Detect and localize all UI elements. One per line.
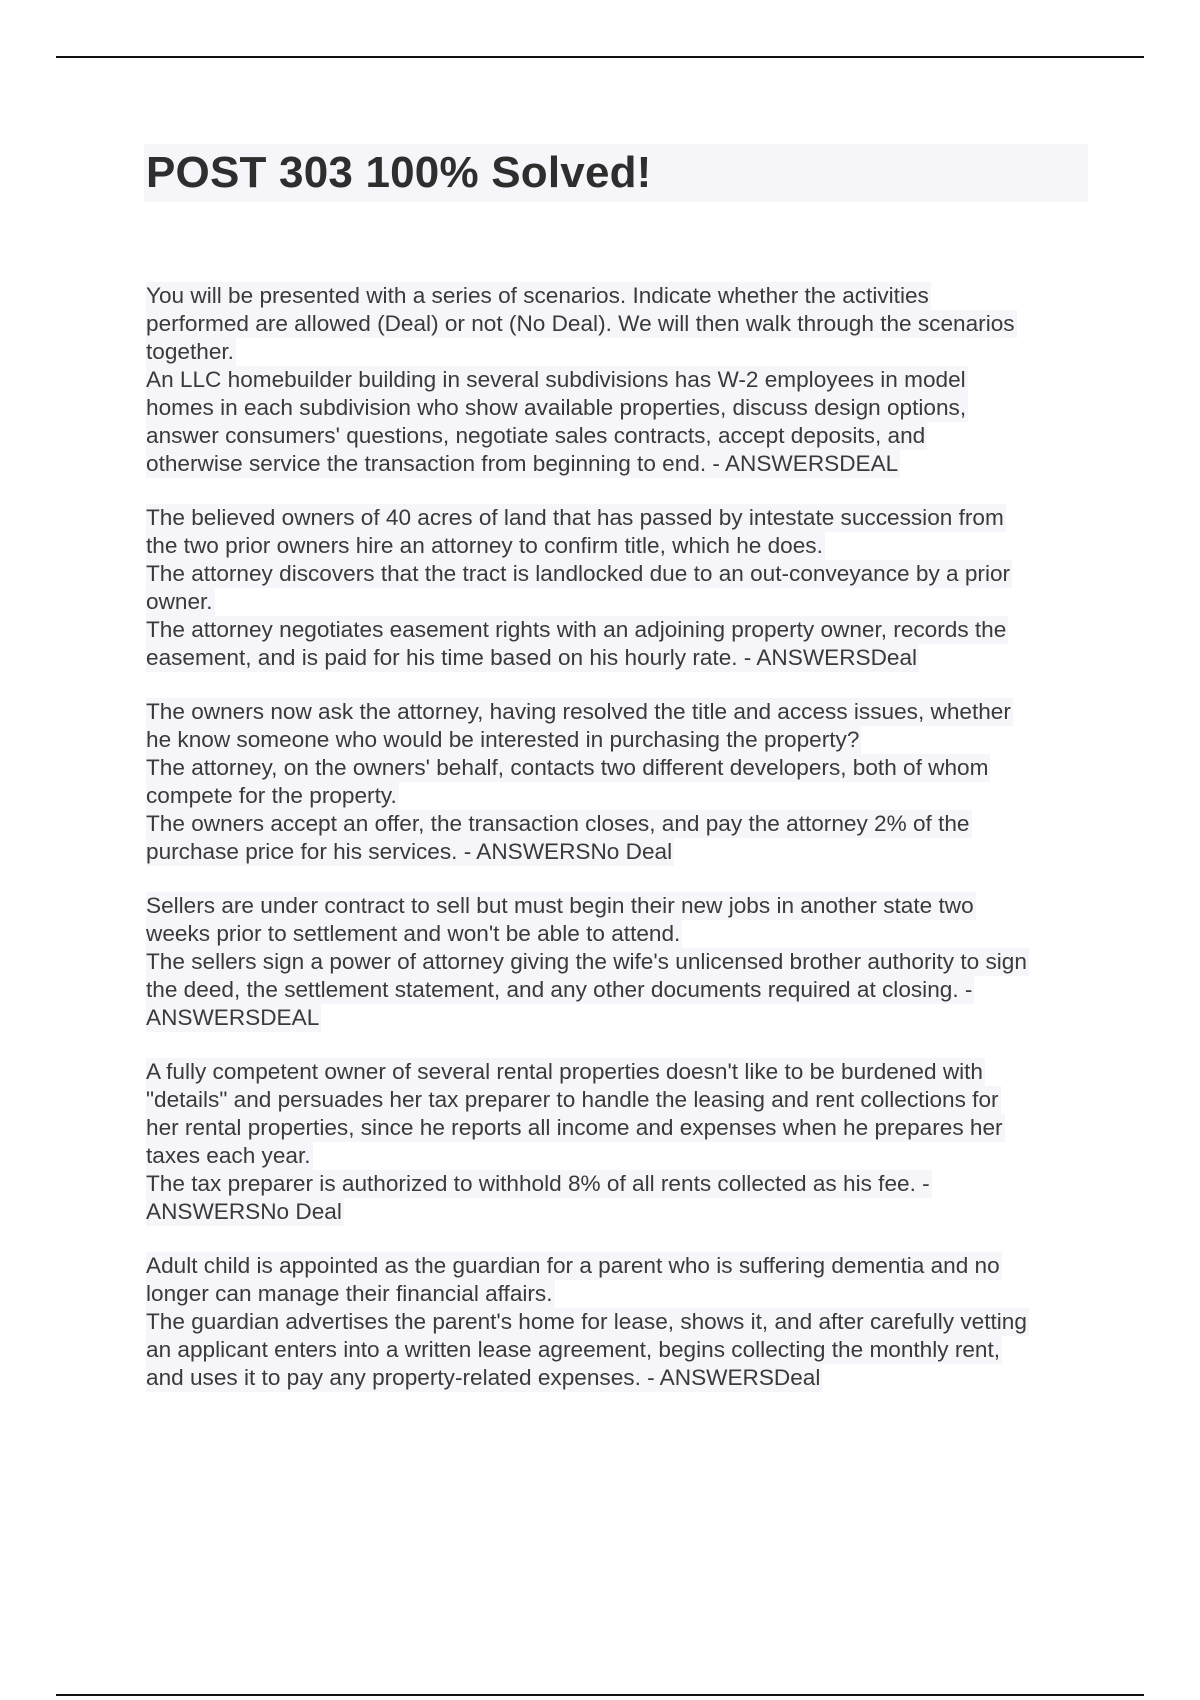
- document-title: POST 303 100% Solved!: [146, 148, 652, 197]
- scenario-block: [146, 282, 1092, 478]
- text-line: performed are allowed (Deal) or not (No Deal). We will then walk through the scenarios: [146, 311, 1015, 336]
- text-line: purchase price for his services. - ANSWERSNo Deal: [146, 839, 673, 864]
- text-line: A fully competent owner of several rental properties doesn't like to be burdened with: [146, 1059, 983, 1084]
- text-line: The owners now ask the attorney, having resolved the title and access issues, whether: [146, 699, 1011, 724]
- text-line: The sellers sign a power of attorney giving the wife's unlicensed brother authority to sign: [146, 949, 1027, 974]
- text-line: Adult child is appointed as the guardian for a parent who is suffering dementia and no: [146, 1253, 1000, 1278]
- text-line: the deed, the settlement statement, and any other documents required at closing. -: [146, 977, 973, 1002]
- bottom-rule: [56, 1694, 1144, 1696]
- text-line: longer can manage their financial affairs.: [146, 1281, 553, 1306]
- scenario-block: [146, 1252, 1092, 1392]
- text-line: weeks prior to settlement and won't be able to attend.: [146, 921, 681, 946]
- text-line: otherwise service the transaction from beginning to end. - ANSWERSDEAL: [146, 451, 899, 476]
- text-line: homes in each subdivision who show available properties, discuss design options,: [146, 395, 967, 420]
- text-line: and uses it to pay any property-related expenses. - ANSWERSDeal: [146, 1365, 821, 1390]
- text-line: The guardian advertises the parent's home for lease, shows it, and after carefully vetting: [146, 1309, 1027, 1334]
- text-line: The tax preparer is authorized to withhold 8% of all rents collected as his fee. -: [146, 1171, 930, 1196]
- text-line: the two prior owners hire an attorney to confirm title, which he does.: [146, 533, 823, 558]
- scenario-block: [146, 504, 1092, 672]
- text-line: "details" and persuades her tax preparer to handle the leasing and rent collections for: [146, 1087, 999, 1112]
- document-body: [146, 282, 1092, 1418]
- text-line: The believed owners of 40 acres of land that has passed by intestate succession from: [146, 505, 1004, 530]
- text-line: The attorney, on the owners' behalf, contacts two different developers, both of whom: [146, 755, 989, 780]
- scenario-block: [146, 892, 1092, 1032]
- scenario-block: [146, 698, 1092, 866]
- text-line: Sellers are under contract to sell but must begin their new jobs in another state two: [146, 893, 974, 918]
- text-line: owner.: [146, 589, 213, 614]
- text-line: taxes each year.: [146, 1143, 311, 1168]
- text-line: answer consumers' questions, negotiate sales contracts, accept deposits, and: [146, 423, 926, 448]
- text-line: easement, and is paid for his time based on his hourly rate. - ANSWERSDeal: [146, 645, 918, 670]
- text-line: ANSWERSDEAL: [146, 1005, 320, 1030]
- text-line: The attorney negotiates easement rights with an adjoining property owner, records the: [146, 617, 1007, 642]
- text-line: an applicant enters into a written lease agreement, begins collecting the monthly rent,: [146, 1337, 1001, 1362]
- text-line: The attorney discovers that the tract is landlocked due to an out-conveyance by a prior: [146, 561, 1011, 586]
- text-line: together.: [146, 339, 234, 364]
- text-line: The owners accept an offer, the transaction closes, and pay the attorney 2% of the: [146, 811, 970, 836]
- text-line: he know someone who would be interested in purchasing the property?: [146, 727, 860, 752]
- top-rule: [56, 56, 1144, 58]
- scenario-block: [146, 1058, 1092, 1226]
- text-line: ANSWERSNo Deal: [146, 1199, 342, 1224]
- text-line: You will be presented with a series of scenarios. Indicate whether the activities: [146, 283, 929, 308]
- text-line: her rental properties, since he reports all income and expenses when he prepares her: [146, 1115, 1003, 1140]
- text-line: An LLC homebuilder building in several subdivisions has W-2 employees in model: [146, 367, 966, 392]
- text-line: compete for the property.: [146, 783, 397, 808]
